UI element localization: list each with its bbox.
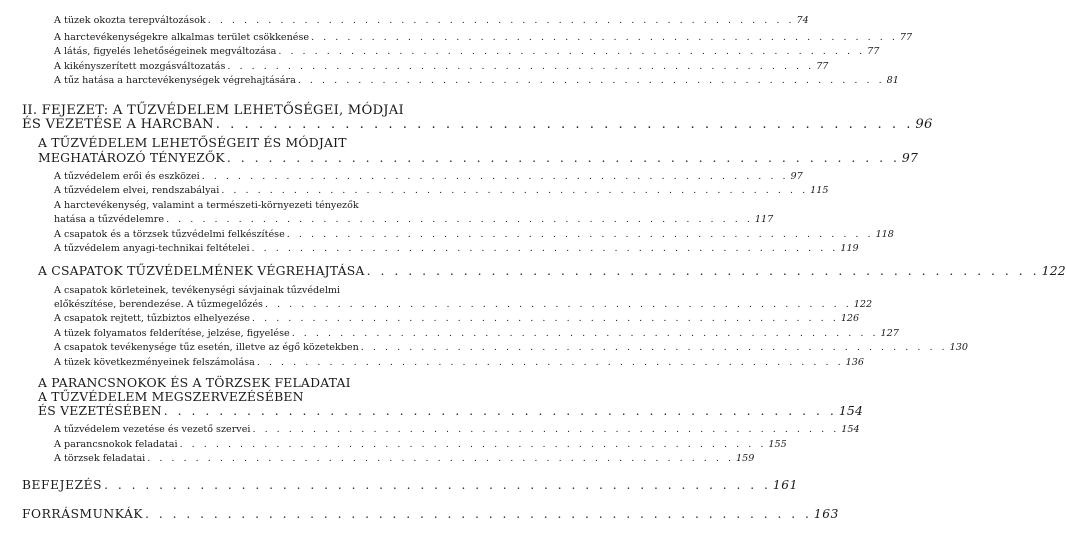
- toc-entry-title: A látás, figyelés lehetőségeinek megváltozása: [54, 46, 277, 57]
- dot-leader: . . . . . . . . . . . . . . . . . . . . . . . . . . . . . . . . . . . . . . . . . . . . . . . . .: [291, 328, 879, 339]
- dot-leader: . . . . . . . . . . . . . . . . . . . . . . . . . . . . . . . . . . . . . . . . . . . . . . . . .: [264, 299, 852, 310]
- toc-entry[interactable]: [54, 298, 873, 311]
- toc-entry-page: 154: [838, 403, 864, 418]
- toc-entry-title: A csapatok körleteinek, tevékenységi sávjainak tűzvédelmi: [54, 285, 341, 296]
- toc-entry[interactable]: [54, 242, 859, 255]
- section-heading[interactable]: [38, 150, 919, 165]
- toc-entry-title: A tüzek következményeinek felszámolása: [54, 357, 255, 368]
- dot-leader: . . . . . . . . . . . . . . . . . . . . . . . . . . . . . . . . . . . . . . . . . . . . . . . . .: [278, 46, 866, 57]
- toc-entry-title: A tüzek okozta terepváltozások: [54, 15, 206, 26]
- toc-entry-page: 154: [841, 424, 860, 435]
- toc-entry[interactable]: [54, 356, 864, 369]
- section-heading-line: A CSAPATOK TŰZVÉDELMÉNEK VÉGREHAJTÁSA: [38, 263, 365, 278]
- dot-leader: . . . . . . . . . . . . . . . . . . . . . . . . . . . . . . . . . . . . . . . . . . . . . . . . .: [201, 171, 789, 182]
- dot-leader: . . . . . . . . . . . . . . . . . . . . . . . . . . . . . . . . . . . . . . . . . . . . . . . . .: [226, 150, 900, 165]
- dot-leader: . . . . . . . . . . . . . . . . . . . . . . . . . . . . . . . . . . . . . . . . . . . . . . . . .: [207, 15, 795, 26]
- toc-entry-page: 126: [840, 313, 860, 324]
- toc-entry-page: 115: [810, 185, 829, 196]
- dot-leader: . . . . . . . . . . . . . . . . . . . . . . . . . . . . . . . . . . . . . . . . . . . . . . . . .: [366, 263, 1040, 278]
- toc-entry[interactable]: [54, 14, 809, 27]
- toc-entry-title: A tűzvédelem erői és eszközei: [54, 171, 200, 182]
- toc-entry-title: A tüzek folyamatos felderítése, jelzése, figyelése: [54, 328, 290, 339]
- toc-entry-page: 96: [915, 117, 933, 132]
- section-heading[interactable]: [38, 403, 864, 418]
- toc-entry[interactable]: [54, 341, 968, 354]
- toc-entry[interactable]: [54, 423, 860, 436]
- toc-entry-page: 97: [901, 150, 919, 165]
- toc-entry[interactable]: [54, 438, 787, 451]
- section-heading-line: MEGHATÁROZÓ TÉNYEZŐK: [38, 150, 225, 165]
- dot-leader: . . . . . . . . . . . . . . . . . . . . . . . . . . . . . . . . . . . . . . . . . . . . . . . . .: [311, 32, 898, 43]
- toc-entry-title: A kikényszerített mozgásváltozatás: [54, 61, 226, 72]
- toc-entry-title: A törzsek feladatai: [54, 453, 146, 464]
- toc-entry-title: A tűz hatása a harctevékenységek végrehajtására: [54, 75, 296, 86]
- dot-leader: . . . . . . . . . . . . . . . . . . . . . . . . . . . . . . . . . . . . . . . . . . . . . . . . .: [252, 313, 839, 324]
- section-heading-line: A TŰZVÉDELEM MEGSZERVEZÉSÉBEN: [38, 389, 304, 404]
- toc-entry-closing[interactable]: [22, 478, 798, 492]
- chapter-heading-line: II. FEJEZET: A TŰZVÉDELEM LEHETŐSÉGEI, MÓDJAI: [22, 103, 404, 118]
- dot-leader: . . . . . . . . . . . . . . . . . . . . . . . . . . . . . . . . . . . . . . . . . . . . . . . . .: [221, 185, 809, 196]
- dot-leader: . . . . . . . . . . . . . . . . . . . . . . . . . . . . . . . . . . . . . . . . . . . . . . . . .: [104, 478, 771, 492]
- chapter-heading[interactable]: [22, 117, 933, 132]
- toc-entry-page: 122: [853, 299, 873, 310]
- toc-entry-page: 130: [949, 342, 968, 353]
- toc-entry[interactable]: [54, 184, 829, 197]
- dot-leader: . . . . . . . . . . . . . . . . . . . . . . . . . . . . . . . . . . . . . . . . . . . . . . . . .: [360, 342, 948, 353]
- section-heading-line: A PARANCSNOKOK ÉS A TÖRZSEK FELADATAI: [38, 375, 351, 390]
- section-heading[interactable]: [38, 263, 1066, 278]
- toc-entry[interactable]: [54, 60, 829, 73]
- toc-entry[interactable]: [54, 452, 755, 465]
- toc-entry-page: 163: [813, 507, 839, 521]
- toc-entry-page: 119: [840, 243, 859, 254]
- toc-entry-page: 161: [772, 478, 798, 492]
- toc-entry[interactable]: [54, 45, 880, 58]
- dot-leader: . . . . . . . . . . . . . . . . . . . . . . . . . . . . . . . . . . . . . . . . . . . . . . . . .: [147, 453, 735, 464]
- dot-leader: . . . . . . . . . . . . . . . . . . . . . . . . . . . . . . . . . . . . . . . . . . . . . . . . .: [286, 229, 874, 240]
- toc-entry[interactable]: [54, 74, 899, 87]
- toc-entry-page: 136: [845, 357, 864, 368]
- toc-entry-page: 74: [796, 15, 809, 26]
- toc-entry[interactable]: [54, 327, 899, 340]
- toc-entry-title: A harctevékenységekre alkalmas terület csökkenése: [54, 32, 310, 43]
- toc-entry-title: A harctevékenység, valamint a természeti-környezeti tényezők: [54, 200, 359, 211]
- toc-entry-title: A csapatok és a törzsek tűzvédelmi felkészítése: [54, 229, 285, 240]
- toc-entry-title: BEFEJEZÉS: [22, 478, 103, 492]
- toc-entry-title: előkészítése, berendezése. A tűzmegelőzés: [54, 299, 263, 310]
- toc-entry-page: 77: [867, 46, 880, 57]
- toc-entry-title: FORRÁSMUNKÁK: [22, 507, 144, 521]
- toc-entry-page: 155: [768, 439, 787, 450]
- dot-leader: . . . . . . . . . . . . . . . . . . . . . . . . . . . . . . . . . . . . . . . . . . . . . . . . .: [145, 507, 812, 521]
- toc-entry[interactable]: [54, 312, 860, 325]
- toc-entry-page: 159: [736, 453, 755, 464]
- dot-leader: . . . . . . . . . . . . . . . . . . . . . . . . . . . . . . . . . . . . . . . . . . . . . . . . .: [163, 403, 837, 418]
- toc-entry-title: hatása a tűzvédelemre: [54, 214, 165, 225]
- toc-entry-title: A csapatok rejtett, tűzbiztos elhelyezése: [54, 313, 250, 324]
- toc-entry-title: A csapatok tevékenysége tűz esetén, illetve az égő közetekben: [54, 342, 359, 353]
- toc-entry-page: 97: [790, 171, 803, 182]
- dot-leader: . . . . . . . . . . . . . . . . . . . . . . . . . . . . . . . . . . . . . . . . . . . . . . . . .: [256, 357, 844, 368]
- toc-entry-page: 118: [875, 229, 894, 240]
- dot-leader: . . . . . . . . . . . . . . . . . . . . . . . . . . . . . . . . . . . . . . . . . . . . . . . . .: [227, 61, 815, 72]
- toc-entry-page: 81: [886, 75, 899, 86]
- section-heading-line: A TŰZVÉDELEM LEHETŐSÉGEIT ÉS MÓDJAIT: [38, 135, 347, 150]
- dot-leader: . . . . . . . . . . . . . . . . . . . . . . . . . . . . . . . . . . . . . . . . . . . . . . . . .: [179, 439, 767, 450]
- toc-entry-title: A parancsnokok feladatai: [54, 439, 178, 450]
- toc-entry-page: 122: [1041, 263, 1066, 278]
- dot-leader: . . . . . . . . . . . . . . . . . . . . . . . . . . . . . . . . . . . . . . . . . . . . . . . . .: [251, 243, 839, 254]
- toc-entry[interactable]: [54, 228, 894, 241]
- toc-entry[interactable]: [54, 213, 774, 226]
- toc-entry-sources[interactable]: [22, 507, 839, 521]
- toc-entry-page: 77: [899, 32, 913, 43]
- dot-leader: . . . . . . . . . . . . . . . . . . . . . . . . . . . . . . . . . . . . . . . . . . . . . . . . .: [166, 214, 753, 225]
- section-heading-line: ÉS VEZETÉSÉBEN: [38, 403, 162, 418]
- toc-entry-title: A tűzvédelem elvei, rendszabályai: [54, 185, 220, 196]
- toc-entry[interactable]: [54, 170, 803, 183]
- toc-entry-page: 117: [754, 214, 774, 225]
- dot-leader: . . . . . . . . . . . . . . . . . . . . . . . . . . . . . . . . . . . . . . . . . . . . . . . . .: [215, 117, 914, 132]
- toc-entry-page: 77: [816, 61, 829, 72]
- dot-leader: . . . . . . . . . . . . . . . . . . . . . . . . . . . . . . . . . . . . . . . . . . . . . . . . .: [297, 75, 885, 86]
- toc-entry-page: 127: [880, 328, 899, 339]
- dot-leader: . . . . . . . . . . . . . . . . . . . . . . . . . . . . . . . . . . . . . . . . . . . . . . . . .: [252, 424, 840, 435]
- toc-entry-title: A tűzvédelem vezetése és vezető szervei: [54, 424, 251, 435]
- toc-entry[interactable]: [54, 31, 913, 44]
- chapter-heading-line: ÉS VEZETÉSE A HARCBAN: [22, 117, 214, 132]
- toc-entry-title: A tűzvédelem anyagi-technikai feltételei: [54, 243, 250, 254]
